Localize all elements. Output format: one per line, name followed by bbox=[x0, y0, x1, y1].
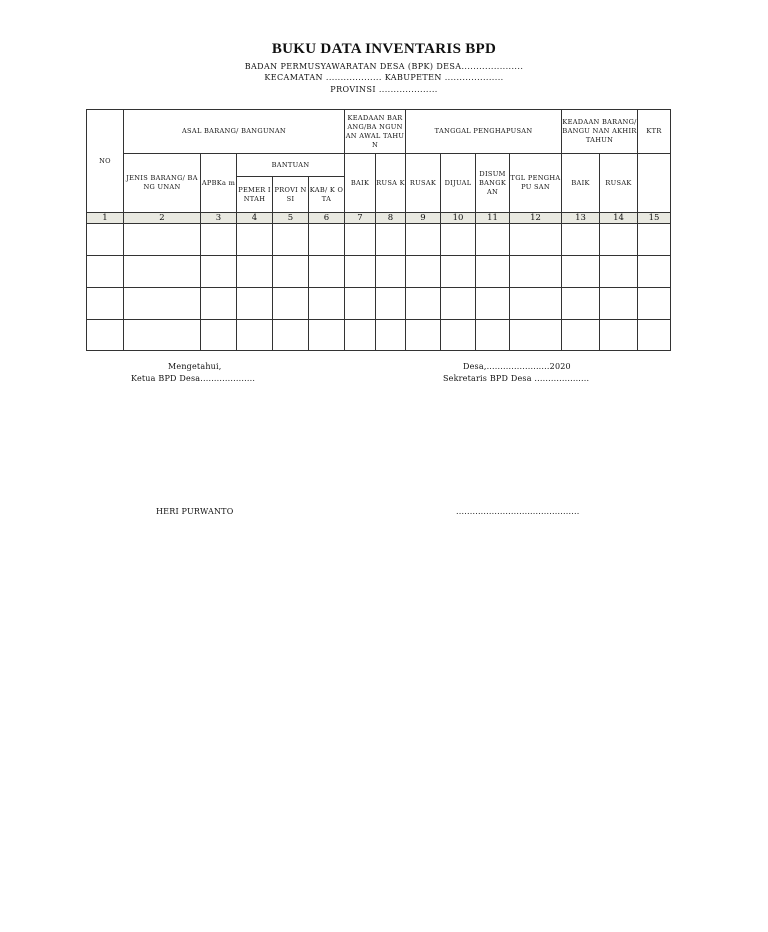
document-title: BUKU DATA INVENTARIS BPD bbox=[271, 41, 497, 57]
header-tanggal-penghapusan: TANGGAL PENGHAPUSAN bbox=[406, 110, 562, 154]
col-number: 2 bbox=[124, 213, 201, 224]
table-cell bbox=[638, 320, 671, 351]
table-cell bbox=[345, 288, 376, 320]
table-cell bbox=[273, 224, 309, 256]
header-provinsi: PROVI NSI bbox=[273, 177, 309, 213]
table-cell bbox=[124, 224, 201, 256]
table-cell bbox=[376, 224, 406, 256]
subtitle-bpd-desa: BADAN PERMUSYAWARATAN DESA (BPK) DESA..................... bbox=[244, 62, 524, 71]
header-dijual: DIJUAL bbox=[441, 154, 476, 213]
table-cell bbox=[273, 288, 309, 320]
table-cell bbox=[237, 288, 273, 320]
table-row bbox=[87, 288, 671, 320]
table-cell bbox=[476, 256, 510, 288]
signature-name-right: ............................................. bbox=[456, 507, 580, 516]
col-number: 4 bbox=[237, 213, 273, 224]
table-row bbox=[87, 256, 671, 288]
table-cell bbox=[510, 288, 562, 320]
table-cell bbox=[406, 288, 441, 320]
subtitle-provinsi: PROVINSI .................... bbox=[330, 85, 438, 94]
signature-ketua-bpd: Ketua BPD Desa.................... bbox=[131, 374, 256, 383]
table-cell bbox=[273, 256, 309, 288]
table-cell bbox=[124, 288, 201, 320]
header-baik-awal: BAIK bbox=[345, 154, 376, 213]
table-cell bbox=[309, 320, 345, 351]
col-number: 12 bbox=[510, 213, 562, 224]
header-kabkota: KAB/ K OTA bbox=[309, 177, 345, 213]
header-row-1 bbox=[87, 110, 671, 154]
table-cell bbox=[309, 224, 345, 256]
table-cell bbox=[562, 224, 600, 256]
table-cell bbox=[600, 256, 638, 288]
table-cell bbox=[87, 224, 124, 256]
header-no: NO bbox=[87, 110, 124, 213]
table-cell bbox=[376, 320, 406, 351]
table-cell bbox=[309, 288, 345, 320]
inventory-table bbox=[86, 109, 671, 351]
table-cell bbox=[345, 320, 376, 351]
header-apbkam: APBKa m bbox=[201, 154, 237, 213]
table-cell bbox=[406, 320, 441, 351]
header-rusak-awal: RUSA K bbox=[376, 154, 406, 213]
header-bantuan: BANTUAN bbox=[237, 154, 345, 177]
table-row bbox=[87, 224, 671, 256]
signature-desa-date: Desa,.......................2020 bbox=[463, 362, 571, 371]
signature-sekretaris-bpd: Sekretaris BPD Desa .................... bbox=[443, 374, 590, 383]
table-cell bbox=[376, 256, 406, 288]
table-cell bbox=[441, 288, 476, 320]
table-cell bbox=[376, 288, 406, 320]
table-cell bbox=[201, 288, 237, 320]
table-cell bbox=[124, 256, 201, 288]
table-cell bbox=[510, 224, 562, 256]
table-cell bbox=[510, 256, 562, 288]
table-cell bbox=[476, 288, 510, 320]
table-cell bbox=[600, 320, 638, 351]
header-ktr-empty bbox=[638, 154, 671, 213]
table-cell bbox=[638, 224, 671, 256]
col-number: 8 bbox=[376, 213, 406, 224]
table-cell bbox=[600, 288, 638, 320]
signature-mengetahui: Mengetahui, bbox=[168, 362, 222, 371]
table-cell bbox=[562, 288, 600, 320]
table-cell bbox=[201, 256, 237, 288]
col-number: 13 bbox=[562, 213, 600, 224]
table-cell bbox=[237, 224, 273, 256]
table-cell bbox=[562, 320, 600, 351]
header-jenis-barang: JENIS BARANG/ BANG UNAN bbox=[124, 154, 201, 213]
table-cell bbox=[441, 320, 476, 351]
table-cell bbox=[273, 320, 309, 351]
table-cell bbox=[87, 256, 124, 288]
table-cell bbox=[406, 256, 441, 288]
header-rusak-hapus: RUSAK bbox=[406, 154, 441, 213]
table-cell bbox=[309, 256, 345, 288]
table-cell bbox=[87, 288, 124, 320]
header-disumbangkan: DISUM BANGK AN bbox=[476, 154, 510, 213]
header-baik-akhir: BAIK bbox=[562, 154, 600, 213]
table-cell bbox=[87, 320, 124, 351]
table-row bbox=[87, 320, 671, 351]
table-cell bbox=[600, 224, 638, 256]
table-cell bbox=[201, 224, 237, 256]
table-cell bbox=[201, 320, 237, 351]
table-cell bbox=[237, 320, 273, 351]
signature-name-left: HERI PURWANTO bbox=[156, 507, 234, 516]
table-cell bbox=[124, 320, 201, 351]
column-number-row bbox=[87, 213, 671, 224]
table-cell bbox=[441, 224, 476, 256]
col-number: 9 bbox=[406, 213, 441, 224]
table-cell bbox=[476, 320, 510, 351]
table-cell bbox=[237, 256, 273, 288]
header-asal-barang: ASAL BARANG/ BANGUNAN bbox=[124, 110, 345, 154]
col-number: 3 bbox=[201, 213, 237, 224]
table-cell bbox=[638, 288, 671, 320]
table-cell bbox=[345, 256, 376, 288]
header-pemerintah: PEMER INTAH bbox=[237, 177, 273, 213]
col-number: 15 bbox=[638, 213, 671, 224]
col-number: 1 bbox=[87, 213, 124, 224]
header-row-2 bbox=[87, 154, 671, 177]
table-cell bbox=[345, 224, 376, 256]
col-number: 10 bbox=[441, 213, 476, 224]
table-cell bbox=[638, 256, 671, 288]
col-number: 5 bbox=[273, 213, 309, 224]
header-ktr: KTR bbox=[638, 110, 671, 154]
header-tgl-penghapusan: TGL PENGHAPU SAN bbox=[510, 154, 562, 213]
subtitle-kecamatan-kabupaten: KECAMATAN ................... KABUPETEN .................... bbox=[264, 73, 504, 82]
table-cell bbox=[510, 320, 562, 351]
header-keadaan-akhir: KEADAAN BARANG/BANGU NAN AKHIR TAHUN bbox=[562, 110, 638, 154]
col-number: 14 bbox=[600, 213, 638, 224]
header-rusak-akhir: RUSAK bbox=[600, 154, 638, 213]
col-number: 11 bbox=[476, 213, 510, 224]
table-cell bbox=[562, 256, 600, 288]
col-number: 6 bbox=[309, 213, 345, 224]
table-cell bbox=[476, 224, 510, 256]
table-cell bbox=[406, 224, 441, 256]
header-keadaan-awal: KEADAAN BARANG/BA NGUNAN AWAL TAHUN bbox=[345, 110, 406, 154]
col-number: 7 bbox=[345, 213, 376, 224]
table-cell bbox=[441, 256, 476, 288]
